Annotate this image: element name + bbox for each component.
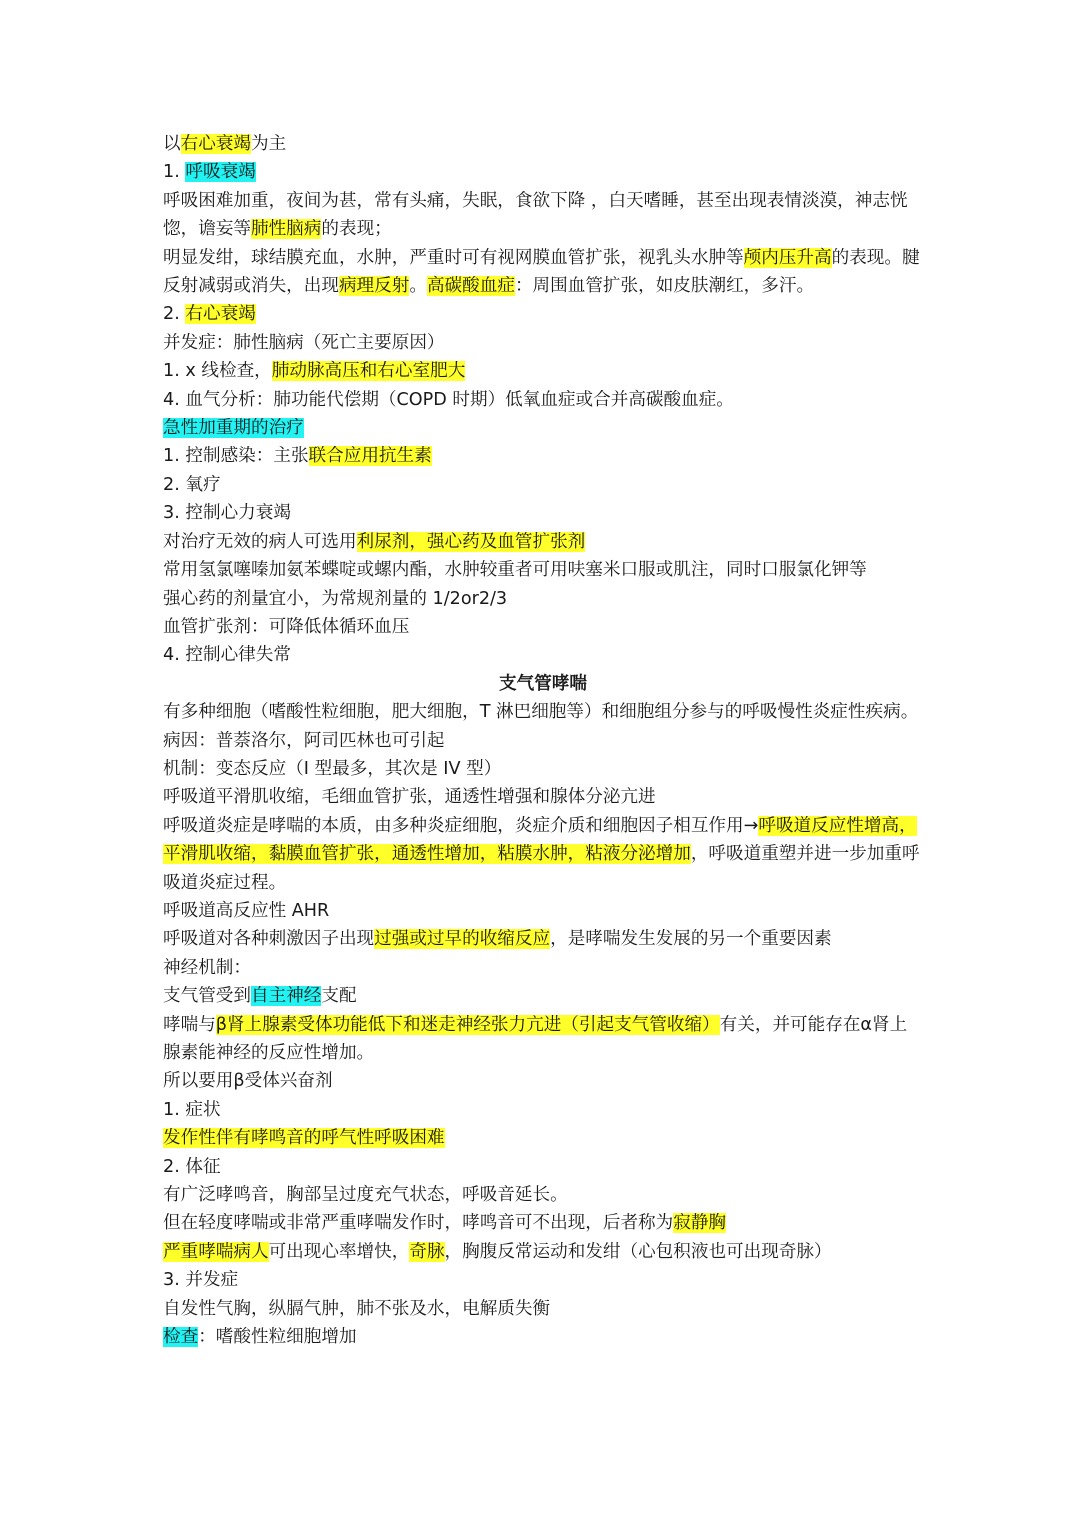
text-paragraph <box>163 1011 923 1068</box>
highlighted-text: 发作性伴有哮鸣音的呼气性呼吸困难 <box>163 1128 445 1149</box>
text-paragraph <box>163 130 923 158</box>
text-paragraph <box>163 982 923 1010</box>
text-paragraph <box>163 442 923 470</box>
highlighted-text: 严重哮喘病人 <box>163 1241 269 1262</box>
highlighted-text: 急性加重期的治疗 <box>163 418 304 439</box>
text-run: 2. 氧疗 <box>163 474 221 495</box>
text-run: 哮喘与 <box>163 1014 216 1035</box>
highlighted-text: 病理反射 <box>338 276 410 297</box>
text-run: 以 <box>163 134 181 154</box>
text-paragraph <box>163 1096 923 1124</box>
document-page <box>163 130 923 1351</box>
text-run: ，是哮喘发生发展的另一个重要因素 <box>550 929 832 950</box>
text-run: 所以要用β受体兴奋剂 <box>163 1071 333 1092</box>
text-run: 有关，并可能存在α肾上腺素能神经的反应性增加。 <box>163 1014 908 1063</box>
highlighted-text: 肺动脉高压和右心室肥大 <box>271 361 466 382</box>
text-paragraph <box>163 244 923 301</box>
text-run: ：嗜酸性粒细胞增加 <box>198 1327 357 1348</box>
text-paragraph <box>163 187 923 244</box>
text-paragraph <box>163 300 923 328</box>
text-paragraph <box>163 471 923 499</box>
highlighted-text: 肺性脑病 <box>250 219 322 240</box>
highlighted-text: 呼吸衰竭 <box>185 162 256 183</box>
text-paragraph <box>163 698 923 726</box>
highlighted-text: 过强或过早的收缩反应 <box>374 929 551 950</box>
text-run: 呼吸道高反应性 AHR <box>163 900 330 921</box>
text-run: 4. 血气分析：肺功能代偿期（COPD 时期）低氧血症或合并高碳酸血症。 <box>163 389 734 410</box>
text-paragraph <box>163 1181 923 1209</box>
text-run: 支配 <box>321 986 357 1007</box>
text-run: ：周围血管扩张，如皮肤潮红，多汗。 <box>514 276 815 297</box>
text-run: ，胸腹反常运动和发绀（心包积液也可出现奇脉） <box>444 1241 832 1262</box>
text-paragraph <box>163 1124 923 1152</box>
text-paragraph <box>163 158 923 186</box>
text-paragraph <box>163 783 923 811</box>
text-paragraph <box>163 897 923 925</box>
text-run: 1. <box>163 162 186 183</box>
text-run: 3. 并发症 <box>163 1270 239 1291</box>
highlighted-text: 右心衰竭 <box>180 134 251 154</box>
highlighted-text: 利尿剂，强心药及血管扩张剂 <box>356 531 586 552</box>
text-paragraph <box>163 641 923 669</box>
text-run: 自发性气胸，纵膈气肿，肺不张及水，电解质失衡 <box>163 1298 551 1319</box>
text-run: 呼吸道对各种刺激因子出现 <box>163 929 375 950</box>
text-run: 明显发绀，球结膜充血，水肿，严重时可有视网膜血管扩张，视乳头水肿等 <box>163 247 744 268</box>
text-run: 1. 症状 <box>163 1099 221 1120</box>
text-run: 呼吸道平滑肌收缩，毛细血管扩张，通透性增强和腺体分泌亢进 <box>163 787 656 808</box>
text-paragraph <box>163 329 923 357</box>
text-run: 有广泛哮鸣音，胸部呈过度充气状态，呼吸音延长。 <box>163 1185 568 1206</box>
text-run: 4. 控制心律失常 <box>163 645 291 666</box>
text-paragraph <box>163 556 923 584</box>
text-run: ，呼吸道重塑并进一步加重呼吸道炎症过程。 <box>163 844 920 893</box>
text-run: 2. 体征 <box>163 1156 221 1177</box>
text-run: 有多种细胞（嗜酸性粒细胞，肥大细胞，T 淋巴细胞等）和细胞组分参与的呼吸慢性炎症性疾病。 <box>163 702 919 723</box>
text-run: 对治疗无效的病人可选用 <box>163 531 357 552</box>
highlighted-text: 寂静胸 <box>673 1213 727 1234</box>
text-paragraph <box>163 1067 923 1095</box>
text-run: 的表现。腱反射减弱或消失，出现 <box>163 247 920 297</box>
text-run: 支气管哮喘 <box>499 673 587 694</box>
text-paragraph <box>163 414 923 442</box>
text-run: 为主 <box>251 134 287 154</box>
text-run: 的表现； <box>321 219 392 240</box>
highlighted-text: 自主神经 <box>250 986 322 1007</box>
text-paragraph <box>163 528 923 556</box>
text-paragraph <box>163 954 923 982</box>
highlighted-text: 右心衰竭 <box>185 304 256 325</box>
text-run: 3. 控制心力衰竭 <box>163 503 291 524</box>
text-run: 机制：变态反应（I 型最多，其次是 IV 型） <box>163 758 502 779</box>
text-run: 常用氢氯噻嗪加氨苯蝶啶或螺内酯，水肿较重者可用呋塞米口服或肌注，同时口服氯化钾等 <box>163 560 867 581</box>
text-paragraph <box>163 499 923 527</box>
text-run: 2. <box>163 304 186 325</box>
text-paragraph <box>163 755 923 783</box>
text-run: 可出现心率增快， <box>268 1241 410 1262</box>
text-run: 呼吸困难加重，夜间为甚，常有头痛，失眠，食欲下降 ，白天嗜睡，甚至出现表情淡漠，神志恍惚，谵妄等 <box>163 190 908 240</box>
text-paragraph <box>163 727 923 755</box>
text-run: 1. x 线检查， <box>163 361 272 382</box>
highlighted-text: 奇脉 <box>409 1241 445 1262</box>
text-run: 。 <box>409 276 427 297</box>
text-run: 并发症：肺性脑病（死亡主要原因） <box>163 332 445 353</box>
text-paragraph <box>163 1153 923 1181</box>
text-paragraph <box>163 925 923 953</box>
text-run: 强心药的剂量宜小，为常规剂量的 1/2or2/3 <box>163 588 508 609</box>
section-title <box>163 670 923 698</box>
text-run: 支气管受到 <box>163 986 251 1007</box>
highlighted-text: 颅内压升高 <box>743 247 832 268</box>
text-run: 1. 控制感染：主张 <box>163 446 309 467</box>
highlighted-text: 高碳酸血症 <box>426 276 515 297</box>
text-paragraph <box>163 1295 923 1323</box>
text-paragraph <box>163 1238 923 1266</box>
text-paragraph <box>163 613 923 641</box>
highlighted-text: β肾上腺素受体功能低下和迷走神经张力亢进（引起支气管收缩） <box>215 1014 720 1035</box>
highlighted-text: 呼吸道反应性增高，平滑肌收缩，黏膜血管扩张，通透性增加，粘膜水肿，粘液分泌增加 <box>163 815 917 865</box>
highlighted-text: 联合应用抗生素 <box>308 446 432 467</box>
text-paragraph <box>163 1323 923 1351</box>
text-run: 但在轻度哮喘或非常严重哮喘发作时，哮鸣音可不出现，后者称为 <box>163 1213 674 1234</box>
text-paragraph <box>163 386 923 414</box>
text-run: 血管扩张剂：可降低体循环血压 <box>163 616 410 637</box>
highlighted-text: 检查 <box>163 1327 199 1348</box>
text-paragraph <box>163 357 923 385</box>
text-paragraph <box>163 585 923 613</box>
text-run: 呼吸道炎症是哮喘的本质，由多种炎症细胞，炎症介质和细胞因子相互作用→ <box>163 815 759 836</box>
text-run: 病因：普萘洛尔，阿司匹林也可引起 <box>163 730 445 751</box>
text-run: 神经机制： <box>163 957 251 978</box>
text-paragraph <box>163 812 923 897</box>
text-paragraph <box>163 1266 923 1294</box>
text-paragraph <box>163 1209 923 1237</box>
